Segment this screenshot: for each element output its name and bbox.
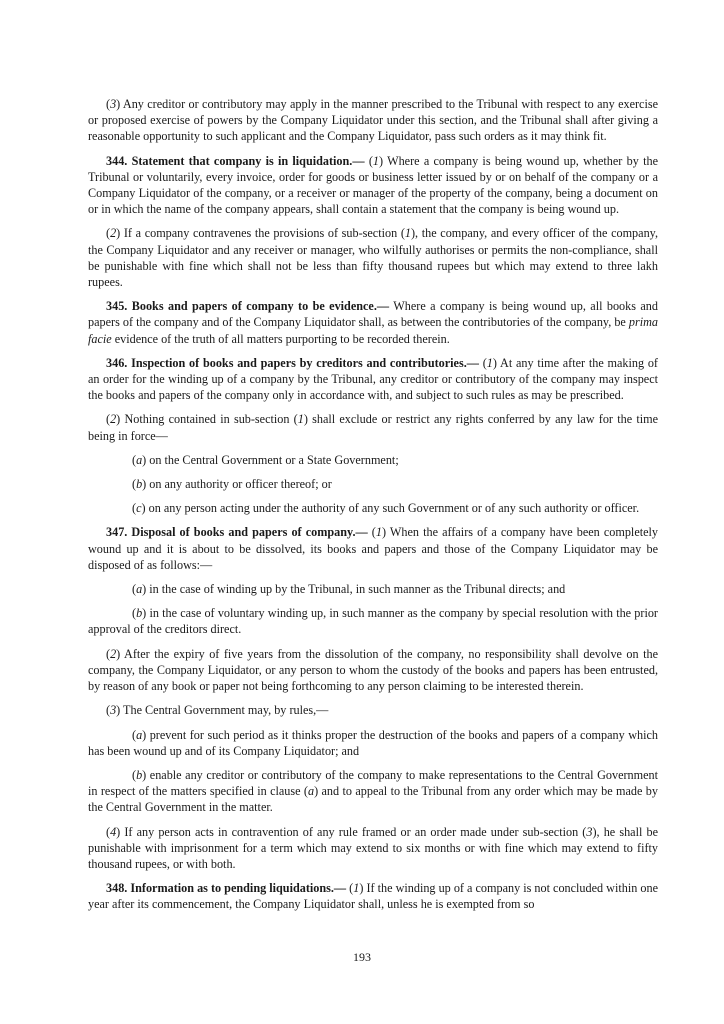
page-number: 193 (353, 950, 371, 964)
subsection-number: 3 (110, 703, 117, 718)
clause-b: (b) enable any creditor or contributory of the company to make representations to the Central Government in respect of the matters specified in clause (a) and to appeal to the Tribunal from any order which may be made by the Central Government in the matter. (88, 767, 658, 815)
clause-letter: c (136, 501, 142, 516)
subsection-number: 1 (353, 881, 360, 896)
section-347-subsection-3: (3) The Central Government may, by rules,— (106, 703, 329, 718)
subsection-number: 1 (486, 355, 493, 370)
reference-number: 1 (297, 412, 304, 427)
clause-a: (a) in the case of winding up by the Tribunal, in such manner as the Tribunal directs; and (132, 582, 566, 597)
paragraph-text: ), the company, and every officer of the company, the Company Liquidator and any receiver or manager, who wilfully authorises or permits the non-compliance, shall be punishable with fine which shall not be less than fifty thousand rupees but which may extend to three lakh rupees. (88, 226, 659, 290)
paragraph-text: The Central Government may, by rules,— (120, 703, 329, 718)
paragraph-text: If a company contravenes the provisions of sub-section ( (120, 226, 405, 241)
section-heading: 344. Statement that company is in liquidation.— (106, 153, 365, 168)
reference-number: 1 (404, 226, 411, 241)
section-347-subsection-1: 347. Disposal of books and papers of company.— (1) When the affairs of a company have been completely wound up and it is about to be dissolved, its books and papers and those of the Company Liquidator may be disposed of as follows:— (88, 525, 659, 572)
document-page (88, 96, 658, 921)
section-346-subsection-2: (2) Nothing contained in sub-section (1) shall exclude or restrict any rights conferred by any law for the time being in force— (88, 412, 658, 443)
clause-text: on any person acting under the authority of any such Government or of any such authority or officer. (145, 501, 640, 516)
section-347-subsection-2: (2) After the expiry of five years from the dissolution of the company, no responsibility shall devolve on the company, the Company Liquidator, or any person to whom the custody of the books and papers has been entrusted, by reason of any book or paper not being forthcoming to any person claiming to be interested therein. (88, 646, 658, 694)
reference-letter: a (307, 784, 315, 799)
clause-text: in the case of voluntary winding up, in such manner as the company by special resolution with the prior approval of the creditors direct. (88, 606, 658, 637)
paragraph-text: If the winding up of a company is not concluded within one year after its commencement, the Company Liquidator shall, unless he is exempted from so (88, 881, 658, 912)
section-345 (88, 298, 658, 347)
section-344-subsection-2: (2) If a company contravenes the provisions of sub-section (1), the company, and every officer of the company, the Company Liquidator and any receiver or manager, who wilfully authorises or permits the non-compliance, shall be punishable with fine which shall not be less than fifty thousand rupees but which may extend to three lakh rupees. (88, 226, 659, 290)
reference-number: 3 (586, 824, 593, 839)
subsection-number: 2 (110, 646, 117, 661)
paragraph-text: ) shall exclude or restrict any rights conferred by any law for the time being in force— (88, 412, 658, 443)
subsection-number: 1 (372, 153, 379, 168)
clause-a: (a) prevent for such period as it thinks proper the destruction of the books and papers of a company which has been wound up and of its Company Liquidator; and (88, 727, 658, 758)
paragraph-text: Where a company is being wound up, all books and papers of the company and of the Company Liquidator shall, as between the contributories of the company, be (88, 299, 658, 330)
italic-term: prima facie (88, 315, 658, 346)
clause-b: (b) on any authority or officer thereof; or (132, 477, 332, 492)
clause-text: on any authority or officer thereof; or (146, 477, 332, 492)
section-heading: 347. Disposal of books and papers of company.— (106, 525, 368, 540)
clause-c: (c) on any person acting under the authority of any such Government or of any such authority or officer. (132, 501, 640, 516)
clause-letter: a (136, 452, 143, 467)
clause-letter: b (136, 477, 143, 492)
subsection-number: 1 (375, 525, 382, 540)
section-heading: 348. Information as to pending liquidations.— (106, 881, 347, 896)
paragraph-text: ), he shall be punishable with imprisonment for a term which may extend to six months or with fine which may extend to fifty thousand rupees, or with both. (88, 824, 658, 871)
subsection-number: 2 (110, 226, 117, 241)
clause-letter: b (136, 606, 143, 621)
section-348-subsection-1: 348. Information as to pending liquidations.— (1) If the winding up of a company is not concluded within one year after its commencement, the Company Liquidator shall, unless he is exempted from so (88, 881, 658, 912)
paragraph-text: Where a company is being wound up, whether by the Tribunal or voluntarily, every invoice, order for goods or business letter issued by or on behalf of the company or a Company Liquidator of the company, or a receiver or manager of the property of the company, being a document on or in which the name of the company appears, shall contain a statement that the company is being wound up. (88, 153, 658, 217)
clause-letter: b (136, 767, 143, 782)
section-heading: 346. Inspection of books and papers by creditors and contributories.— (106, 355, 479, 370)
clause-a: (a) on the Central Government or a State Government; (132, 452, 399, 467)
clause-text: ) and to appeal to the Tribunal from any order which may be made by the Central Government in the matter. (88, 784, 658, 815)
clause-letter: a (136, 727, 143, 742)
clause-text: in the case of winding up by the Tribunal, in such manner as the Tribunal directs; and (146, 582, 566, 597)
paragraph-text: At any time after the making of an order for the winding up of a company by the Tribunal, any creditor or contributory of the company may inspect the books and papers of the company only in accordance with, and subject to such rules as may be prescribed. (88, 355, 658, 403)
paragraph-text: evidence of the truth of all matters purporting to be recorded therein. (111, 331, 450, 346)
paragraph-text: After the expiry of five years from the dissolution of the company, no responsibility shall devolve on the company, the Company Liquidator, or any person to whom the custody of the books and papers has been entrusted, by reason of any book or paper not being forthcoming to any person claiming to be interested therein. (88, 646, 658, 694)
section-heading: 345. Books and papers of company to be evidence.— (106, 299, 390, 314)
subsection-number: 3 (110, 97, 117, 111)
paragraph-text: If any person acts in contravention of any rule framed or an order made under sub-section ( (120, 824, 587, 839)
paragraph-text: Nothing contained in sub-section ( (120, 412, 298, 427)
subsection-number: 2 (110, 412, 117, 427)
section-347-subsection-4: (4) If any person acts in contravention of any rule framed or an order made under sub-section (3), he shall be punishable with imprisonment for a term which may extend to six months or with fine which may extend to fifty thousand rupees, or with both. (88, 824, 658, 871)
clause-letter: a (136, 582, 143, 597)
section-346-subsection-1: 346. Inspection of books and papers by creditors and contributories.— (1) At any time after the making of an order for the winding up of a company by the Tribunal, any creditor or contributory of the company may inspect the books and papers of the company only in accordance with, and subject to such rules as may be prescribed. (88, 355, 658, 403)
paragraph-text: When the affairs of a company have been completely wound up and it is about to be dissolved, its books and papers and those of the Company Liquidator may be disposed of as follows:— (88, 525, 659, 572)
subsection-number: 4 (110, 824, 117, 839)
paragraph-343-3: (3) Any creditor or contributory may apply in the manner prescribed to the Tribunal with respect to any exercise or proposed exercise of powers by the Company Liquidator under this section, and the Tribunal shall after giving a reasonable opportunity to such applicant and the Company Liquidator, pass such orders as it may think fit. (88, 97, 658, 144)
clause-text: enable any creditor or contributory of the company to make representations to the Central Government in respect of the matters specified in clause ( (88, 767, 658, 799)
section-344-subsection-1: 344. Statement that company is in liquidation.— (1) Where a company is being wound up, whether by the Tribunal or voluntarily, every invoice, order for goods or business letter issued by or on behalf of the company or a Company Liquidator of the company, or a receiver or manager of the property of the company, being a document on or in which the name of the company appears, shall contain a statement that the company is being wound up. (88, 153, 658, 217)
clause-text: prevent for such period as it thinks proper the destruction of the books and papers of a company which has been wound up and of its Company Liquidator; and (88, 727, 658, 758)
paragraph-text: Any creditor or contributory may apply in the manner prescribed to the Tribunal with respect to any exercise or proposed exercise of powers by the Company Liquidator under this section, and the Tribunal shall after giving a reasonable opportunity to such applicant and the Company Liquidator, pass such orders as it may think fit. (88, 97, 658, 144)
clause-b: (b) in the case of voluntary winding up, in such manner as the company by special resolution with the prior approval of the creditors direct. (88, 606, 658, 637)
clause-text: on the Central Government or a State Government; (146, 452, 399, 467)
